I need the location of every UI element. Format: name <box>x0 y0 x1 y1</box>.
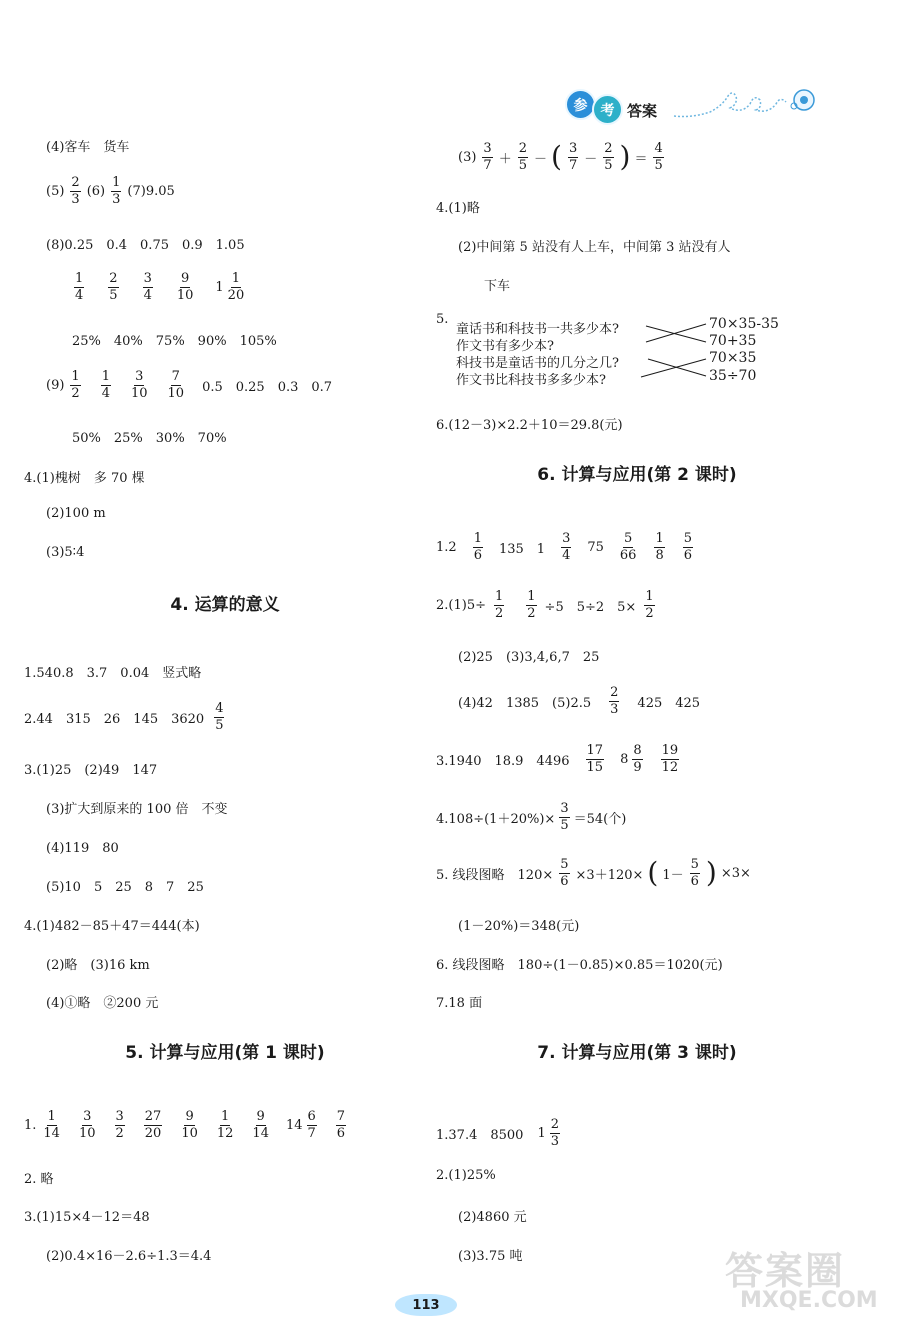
answer-item: 70×35 <box>709 350 757 366</box>
answer-line: 2.(1)25% <box>436 1168 496 1183</box>
answer-line: (2)略 (3)16 km <box>46 958 150 973</box>
answer-item: 70+35 <box>709 333 757 349</box>
answer-item: 70×35-35 <box>709 316 779 332</box>
answer-line: 2. 略 <box>24 1172 54 1187</box>
answer-line: (4)119 80 <box>46 841 119 856</box>
fraction: $\frac{3}{10}$ <box>130 369 148 401</box>
fraction: $\frac{9}{14}$ <box>252 1109 269 1141</box>
answer-line: (2)4860 元 <box>458 1210 527 1225</box>
left-column <box>20 0 430 1330</box>
answer-line: (4)①略 ②200 元 <box>46 996 159 1011</box>
fraction: $\frac{27}{20}$ <box>144 1109 162 1141</box>
answer-line: 4.108÷(1＋20%)× $\frac{3}{5}$ ＝54(个) <box>436 801 627 833</box>
answer-line: (3)5∶4 <box>46 545 85 560</box>
question-item: 作文书比科技书多多少本? <box>456 373 606 388</box>
fraction: $\frac{2}{3}$ <box>71 175 80 207</box>
answer-line: (1－20%)＝348(元) <box>458 919 580 934</box>
answer-line: 3.(1)25 (2)49 147 <box>24 763 158 778</box>
badge-kao: 考 <box>592 94 623 125</box>
answer-line: 下车 <box>484 279 511 294</box>
answer-line: 2.44 315 26 145 3620 $\frac{4}{5}$ <box>24 701 224 733</box>
answer-line: 5. 线段图略 120× $\frac{5}{6}$ ×3＋120× ( 1－ $\frac{5}{6}$ ) ×3× <box>436 856 751 890</box>
fraction: $\frac{1}{2}$ <box>71 369 80 401</box>
answer-line: 1.540.8 3.7 0.04 竖式略 <box>24 666 202 681</box>
answer-line: 4.(1)槐树 多 70 棵 <box>24 471 145 486</box>
section-heading: 7. 计算与应用(第 3 课时) <box>537 1043 737 1063</box>
answer-line: (5)10 5 25 8 7 25 <box>46 880 204 895</box>
fraction: $\frac{9}{10}$ <box>176 271 194 303</box>
answer-line: 1. $\frac{1}{14}$ $\frac{3}{10}$ $\frac{3}{2}$ $\frac{27}{20}$ $\frac{9}{10}$ $\frac{1}{12}$ $\frac{9}{14}$ 14 $\frac{6}{7}$ $\frac{7}{6}$ <box>24 1109 346 1141</box>
answer-line: (4)客车 货车 <box>46 140 130 155</box>
section-heading: 5. 计算与应用(第 1 课时) <box>125 1043 325 1063</box>
answer-line: (5) $\frac{2}{3}$ (6) $\frac{1}{3}$ (7)9.05 <box>46 175 175 207</box>
fraction: $\frac{1}{3}$ <box>112 175 121 207</box>
badge-daan: 答案 <box>627 102 658 120</box>
answer-line: 2.(1)5÷ $\frac{1}{2}$ $\frac{1}{2}$ ÷5 5÷2 5× $\frac{1}{2}$ <box>436 589 654 621</box>
answer-line: (8)0.25 0.4 0.75 0.9 1.05 <box>46 238 245 253</box>
answer-line: 1.2 $\frac{1}{6}$ 135 1 $\frac{3}{4}$ 75 $\frac{5}{66}$ $\frac{1}{8}$ $\frac{5}{6}$ <box>436 531 692 563</box>
answer-line: (2)中间第 5 站没有人上车，中间第 3 站没有人 <box>458 240 731 255</box>
fraction: $\frac{3}{2}$ <box>115 1109 124 1141</box>
answer-line: 1.37.4 8500 1 $\frac{2}{3}$ <box>436 1117 559 1149</box>
fraction: $\frac{1}{12}$ <box>216 1109 234 1141</box>
answer-line: (4)42 1385 (5)2.5 $\frac{2}{3}$ 425 425 <box>458 685 701 717</box>
fraction: $\frac{1}{4}$ <box>75 271 84 303</box>
matching-lines <box>436 312 836 392</box>
fraction: $\frac{3}{10}$ <box>78 1109 96 1141</box>
fraction: $\frac{9}{10}$ <box>181 1109 198 1141</box>
answer-line: (2)100 m <box>46 506 106 521</box>
answer-line: (2)0.4×16－2.6÷1.3＝4.4 <box>46 1249 212 1264</box>
answer-line: 4.(1)略 <box>436 201 480 216</box>
question-item: 科技书是童话书的几分之几? <box>456 356 619 371</box>
question-item: 作文书有多少本? <box>456 339 554 354</box>
answer-line: 3.1940 18.9 4496 $\frac{17}{15}$ 8 $\frac{8}{9}$ $\frac{19}{12}$ <box>436 743 679 775</box>
section-heading: 6. 计算与应用(第 2 课时) <box>537 465 737 485</box>
answer-line: (3) $\frac{3}{7}$ ＋ $\frac{2}{5}$ － ( $\frac{3}{7}$ － $\frac{2}{5}$ ) ＝ $\frac{4}{5}$ <box>458 140 663 174</box>
fraction: $\frac{1}{4}$ <box>101 369 110 401</box>
fraction: $\frac{3}{4}$ <box>143 271 152 303</box>
answer-line: 7.18 面 <box>436 996 483 1011</box>
answer-line: (2)25 (3)3,4,6,7 25 <box>458 650 600 665</box>
badge-can: 参 <box>565 89 596 120</box>
answer-line: (3)3.75 吨 <box>458 1249 523 1264</box>
answer-line: 6. 线段图略 180÷(1－0.85)×0.85＝1020(元) <box>436 958 723 973</box>
watermark: 答案圈 MXQE.COM <box>725 1249 878 1313</box>
answer-item: 35÷70 <box>709 368 757 384</box>
answer-line: (3)扩大到原来的 100 倍 不变 <box>46 802 228 817</box>
answer-line: 4.(1)482－85＋47＝444(本) <box>24 919 200 934</box>
right-column <box>432 0 842 1330</box>
fraction: $\frac{7}{10}$ <box>167 369 185 401</box>
answer-line: 3.(1)15×4－12＝48 <box>24 1210 150 1225</box>
fraction: $\frac{7}{6}$ <box>336 1109 346 1141</box>
answer-line: 25% 40% 75% 90% 105% <box>72 334 277 349</box>
answer-line: (9) $\frac{1}{2}$ $\frac{1}{4}$ $\frac{3}{10}$ $\frac{7}{10}$ 0.5 0.25 0.3 0.7 <box>46 369 333 401</box>
answer-line <box>72 272 246 302</box>
answer-line: 6.(12－3)×2.2＋10＝29.8(元) <box>436 418 623 433</box>
page-number: 113 <box>395 1294 457 1316</box>
mixed-number: 1 $\frac{1}{20}$ <box>215 271 245 303</box>
fraction: $\frac{2}{5}$ <box>109 271 118 303</box>
section-heading: 4. 运算的意义 <box>170 595 280 615</box>
fraction: $\frac{4}{5}$ <box>215 701 224 733</box>
question-item: 童话书和科技书一共多少本? <box>456 322 619 337</box>
mixed-number: 14 $\frac{6}{7}$ <box>285 1109 316 1141</box>
answer-line: 50% 25% 30% 70% <box>72 431 227 446</box>
fraction: $\frac{1}{14}$ <box>43 1109 60 1141</box>
matching-exercise: 5. 童话书和科技书一共多少本? 作文书有多少本? 科技书是童话书的几分之几? 作文书比科技书多多少本? 70×35-35 70+35 70×35 35÷70 <box>436 312 836 392</box>
